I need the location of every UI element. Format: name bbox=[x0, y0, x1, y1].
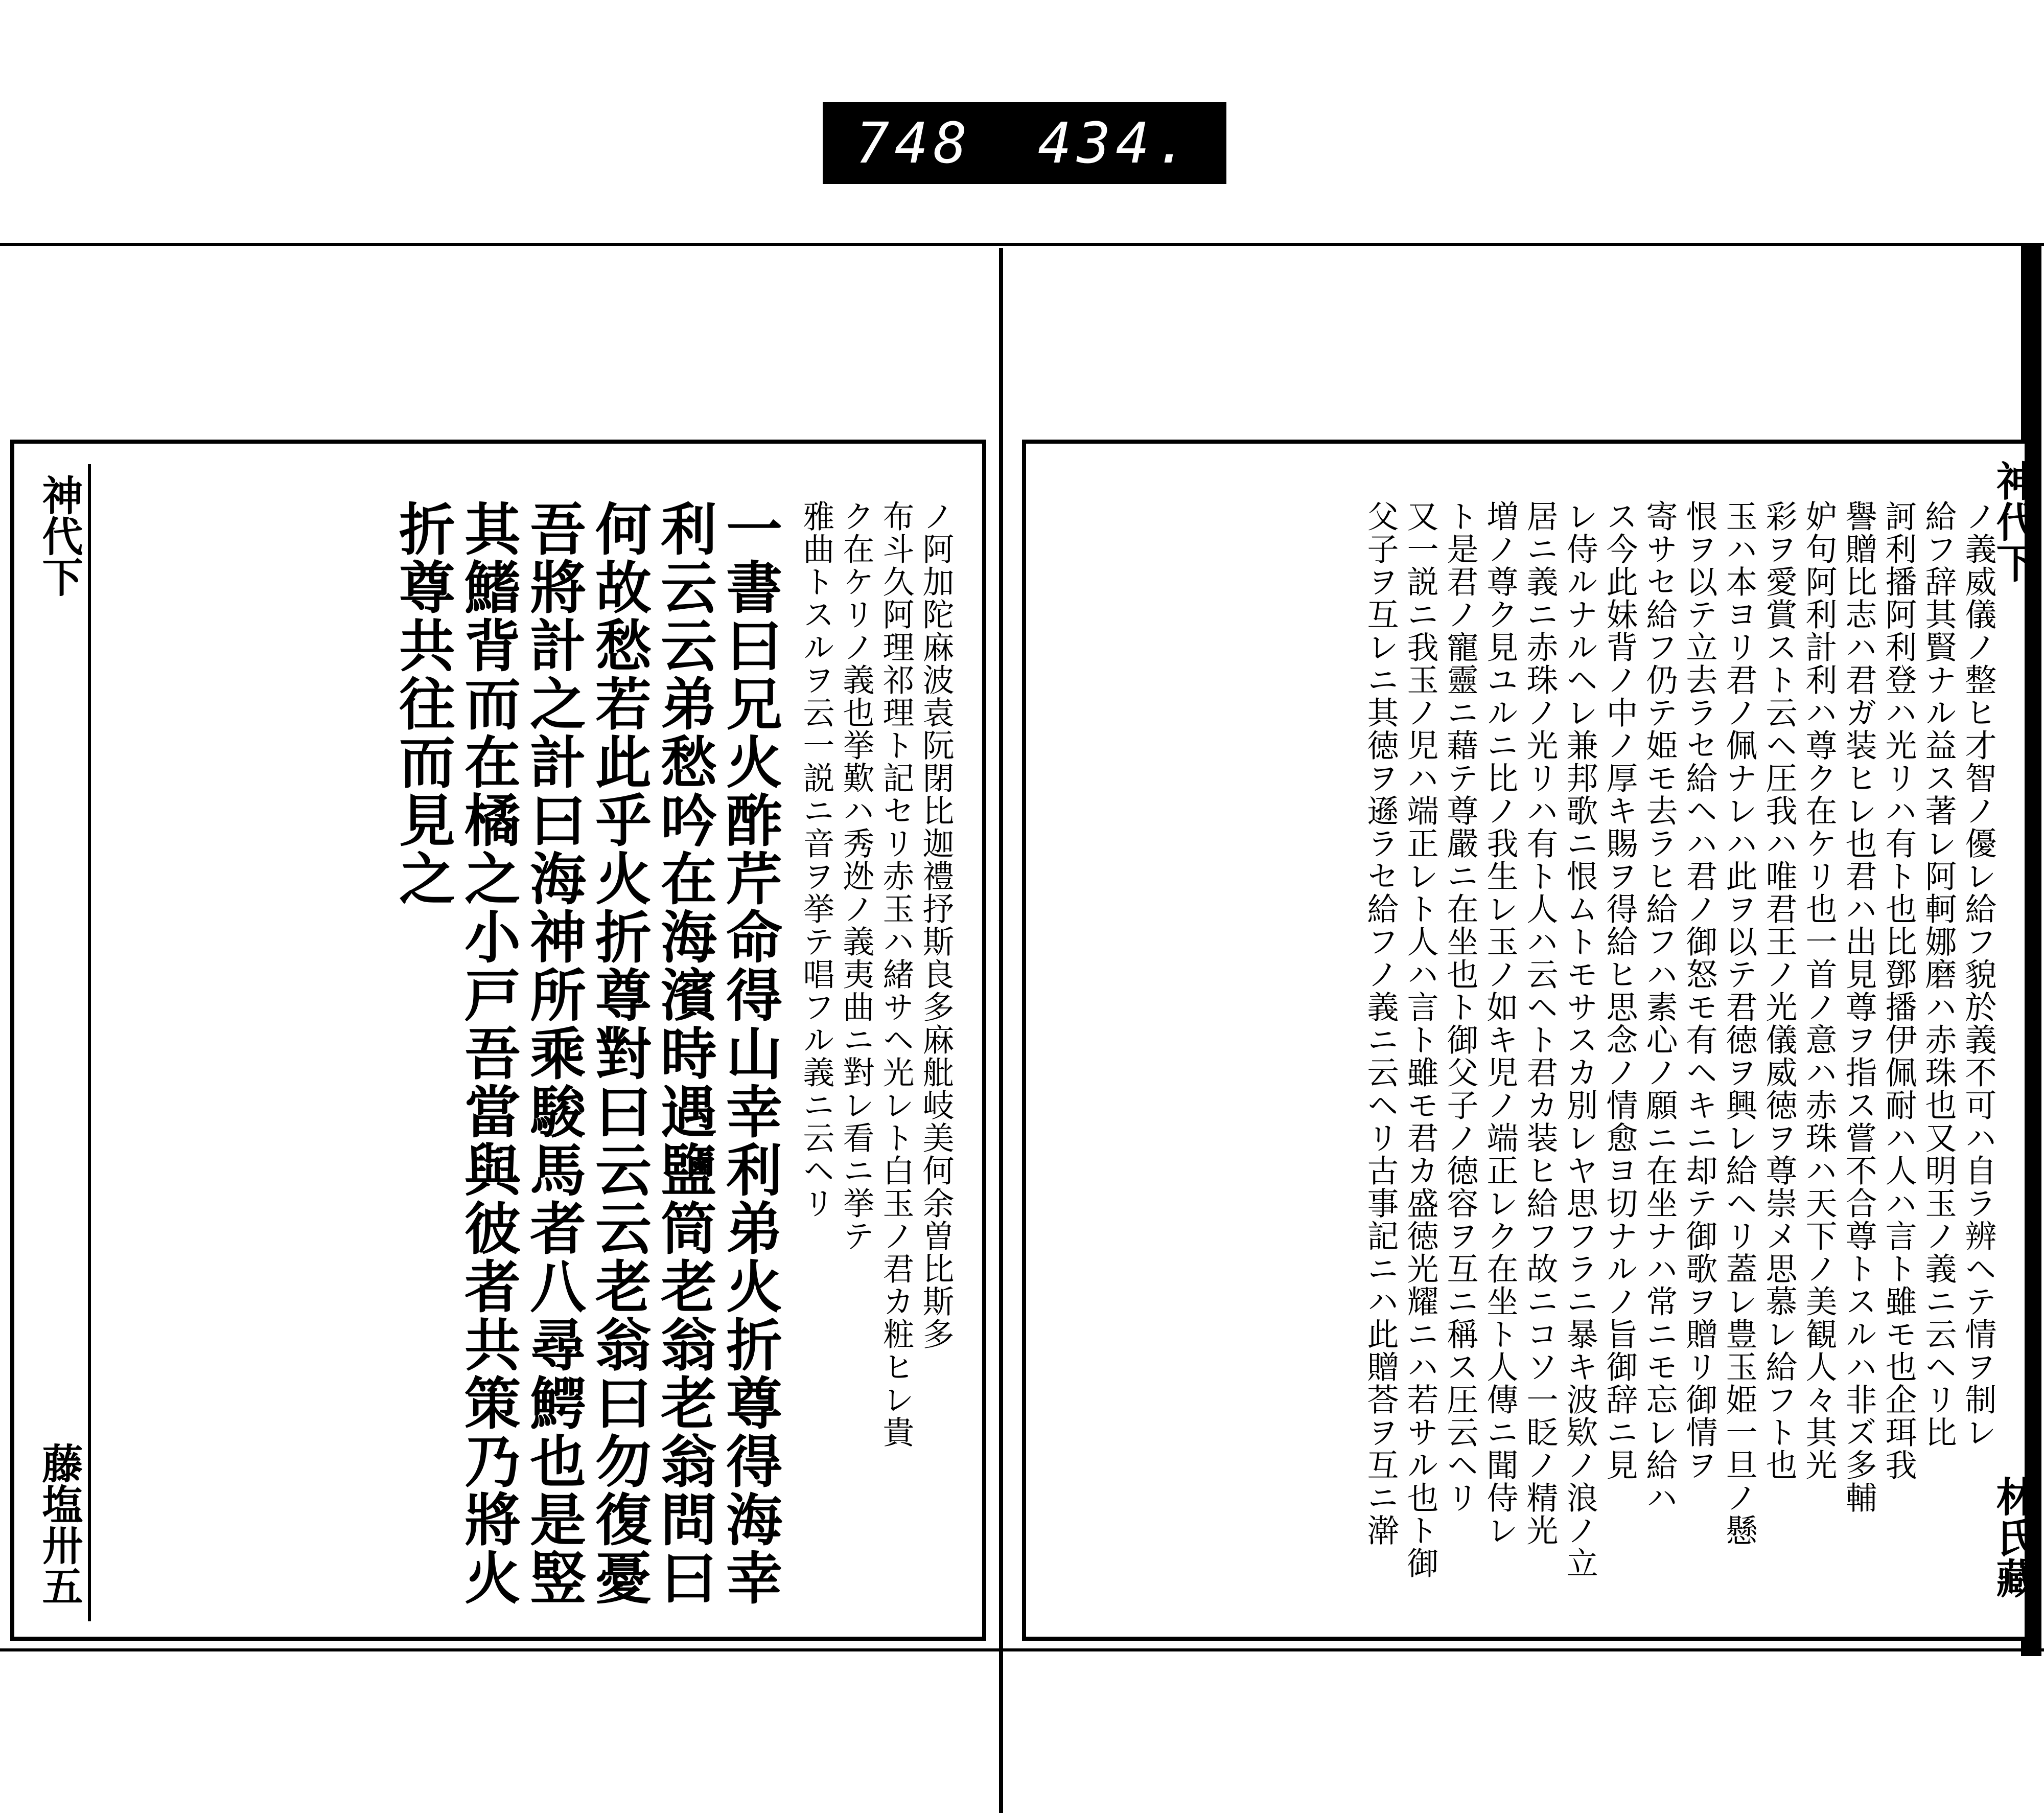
small-text-column: 雅曲トスルヲ云一説ニ音ヲ挙テ唱フル義ニ云ヘリ bbox=[798, 500, 835, 1220]
right-text-block bbox=[1356, 500, 1997, 1611]
text-column: 妒句阿利計利ハ尊ク在ケリ也一首ノ意ハ赤珠ハ天下ノ美観人々其光 bbox=[1800, 500, 1838, 1481]
bottom-edge-line bbox=[0, 1648, 2044, 1651]
label-right-number: 434. bbox=[1037, 110, 1194, 176]
right-margin-collection: 林氏藏 bbox=[1989, 1476, 2037, 1598]
large-text-column: 何故愁若此乎火折尊對曰云云老翁曰勿復憂 bbox=[586, 500, 652, 1607]
text-column: 彩ヲ愛賞スト云ヘ圧我ハ唯君王ノ光儀威徳ヲ尊崇メ思慕レ給フト也 bbox=[1760, 500, 1798, 1481]
text-column: レ侍ルナルヘレ兼邦歌ニ恨ムトモサスカ別レヤ思フラニ暴キ波欵ノ浪ノ立 bbox=[1561, 500, 1598, 1579]
top-edge-line bbox=[0, 243, 2044, 246]
right-page bbox=[1022, 440, 2029, 1641]
large-text-column: 利云云弟愁吟在海濱時遇鹽筒老翁老翁問曰 bbox=[652, 500, 717, 1607]
text-column: ト是君ノ寵靈ニ藉テ尊嚴ニ在坐也ト御父子ノ徳容ヲ互ニ稱ス圧云ヘリ bbox=[1442, 500, 1479, 1514]
left-margin-page-number: 藤塩卅五 bbox=[35, 1442, 83, 1606]
text-column: 寄サセ給フ仍テ姫モ去ラヒ給フハ素心ノ願ニ在坐ナハ常ニモ忘レ給ハ bbox=[1641, 500, 1678, 1514]
left-page-margin bbox=[30, 464, 91, 1621]
small-text-column: 布斗久阿理祁理ト記セリ赤玉ハ緒サヘ光レト白玉ノ君カ粧ヒレ貴 bbox=[877, 500, 915, 1449]
text-column: ノ義威儀ノ整ヒ才智ノ優レ給フ貌於義不可ハ自ラ辨ヘテ情ヲ制レ bbox=[1960, 500, 1997, 1449]
text-column: 恨ヲ以テ立去ラセ給ヘハ君ノ御怒モ有ヘキニ却テ御歌ヲ贈リ御情ヲ bbox=[1681, 500, 1718, 1481]
text-column: 父子ヲ互レニ其徳ヲ遜ラセ給フノ義ニ云ヘリ古事記ニハ此贈荅ヲ互ニ澣 bbox=[1362, 500, 1399, 1547]
right-margin-title: 神代下 bbox=[1989, 460, 2037, 583]
small-text-column: ノ阿加陀麻波袁阮閉比迦禮抒斯良多麻舭岐美何余曽比斯多 bbox=[917, 500, 955, 1350]
small-text-column: ク在ケリノ義也挙歎ハ秀迯ノ義夷曲ニ對レ看ニ挙テ bbox=[838, 500, 875, 1252]
large-text-column: 一書曰兄火酢芹命得山幸利弟火折尊得海幸 bbox=[717, 500, 783, 1607]
text-column: 給フ辞其賢ナル益ス著レ阿軻娜磨ハ赤珠也又明玉ノ義ニ云ヘリ比 bbox=[1920, 500, 1957, 1449]
text-column: 増ノ尊ク見ユルニ比ノ我生レ玉ノ如キ児ノ端正レク在坐ト人傳ニ聞侍レ bbox=[1481, 500, 1519, 1547]
label-left-number: 748 bbox=[855, 110, 972, 176]
left-small-text-block bbox=[792, 500, 955, 1611]
binding-line bbox=[999, 248, 1003, 1813]
left-margin-title: 神代下 bbox=[35, 474, 83, 597]
text-column: 訶利播阿利登ハ光リハ有ト也比鄧播伊佩耐ハ人ハ言ト雖モ也企珥我 bbox=[1880, 500, 1917, 1481]
left-page bbox=[10, 440, 986, 1641]
text-column: 又一説ニ我玉ノ児ハ端正レト人ハ言ト雖モ君カ盛徳光耀ニハ若サル也ト御 bbox=[1402, 500, 1439, 1579]
large-text-column: 吾將計之計曰海神所乘駿馬者八尋鰐也是竪 bbox=[521, 500, 587, 1607]
large-text-column: 其鰭背而在橘之小戸吾當與彼者共策乃將火 bbox=[455, 500, 521, 1607]
large-text-column: 折尊共往而見之 bbox=[390, 500, 456, 908]
text-column: 譽贈比志ハ君ガ装ヒレ也君ハ出見尊ヲ指ス嘗不合尊トスルハ非ズ多輔 bbox=[1840, 500, 1877, 1514]
text-column: 居ニ義ニ赤珠ノ光リハ有ト人ハ云ヘト君カ装ヒ給フ故ニコソ一眨ノ精光 bbox=[1521, 500, 1559, 1547]
archive-label-strip bbox=[823, 102, 1226, 184]
text-column: ス今此妹背ノ中ノ厚キ賜ヲ得給ヒ思念ノ情愈ヨ切ナルノ旨御辞ニ見 bbox=[1601, 500, 1638, 1481]
left-large-text-block bbox=[385, 500, 783, 1611]
text-column: 玉ハ本ヨリ君ノ佩ナレハ此ヲ以テ君徳ヲ興レ給ヘリ蓋レ豊玉姫一旦ノ懸 bbox=[1721, 500, 1758, 1547]
